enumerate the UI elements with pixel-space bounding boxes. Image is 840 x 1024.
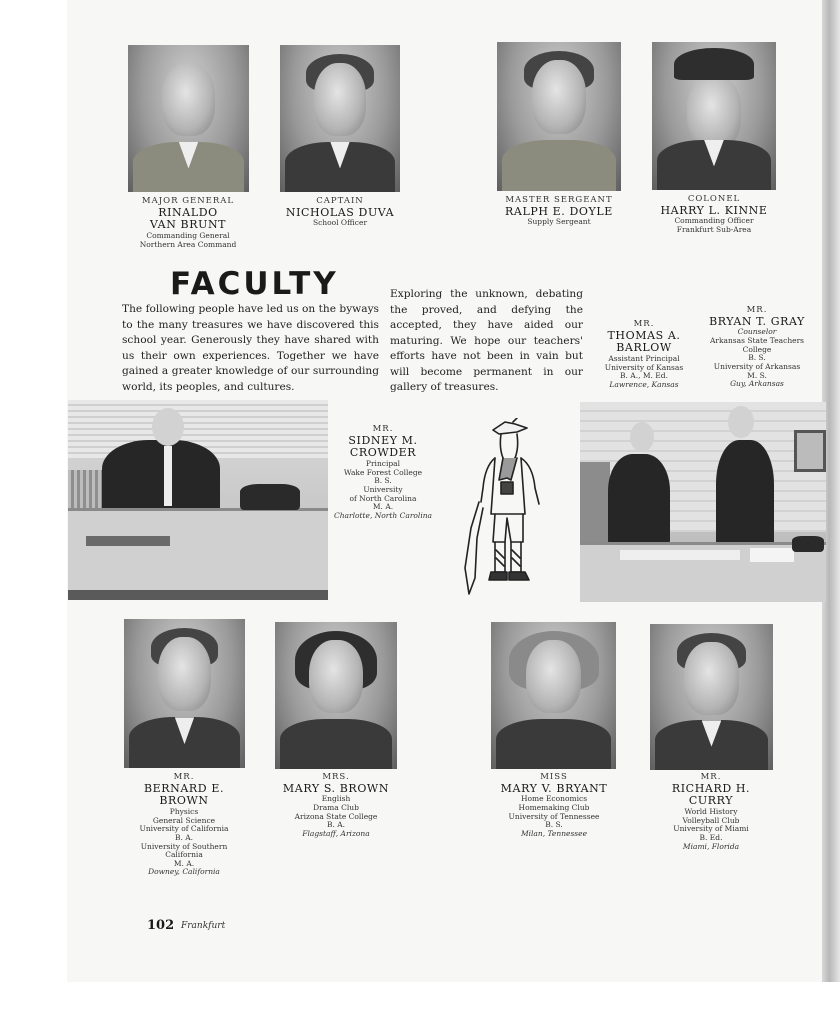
club: Volleyball Club xyxy=(682,815,740,825)
command: Northern Area Command xyxy=(139,239,237,249)
name-line: THOMAS A. xyxy=(607,328,681,342)
name-line: MARY S. BROWN xyxy=(282,781,390,795)
degree: B. S. xyxy=(545,820,563,830)
rank: CAPTAIN xyxy=(316,196,364,206)
rank: COLONEL xyxy=(687,194,741,204)
school: University of Tennessee xyxy=(508,811,600,821)
degree: M. S. xyxy=(747,370,767,380)
caption-bernard-brown xyxy=(114,773,254,877)
degree: B. S. xyxy=(748,353,766,363)
command: Frankfurt Sub-Area xyxy=(676,225,752,235)
hometown: Milan, Tennessee xyxy=(520,828,588,838)
caption-duva xyxy=(270,197,410,228)
footer-label: Frankfurt xyxy=(181,921,226,931)
position: School Officer xyxy=(312,218,368,228)
caption-gray xyxy=(698,306,816,389)
subject: Physics xyxy=(169,807,199,817)
portrait-kinne xyxy=(652,42,776,190)
name-line: RINALDO xyxy=(158,205,218,219)
name-line: BRYAN T. GRAY xyxy=(709,314,805,328)
hometown: Guy, Arkansas xyxy=(730,379,784,389)
hometown: Miami, Florida xyxy=(682,841,740,851)
hometown: Lawrence, Kansas xyxy=(609,379,679,389)
caption-barlow xyxy=(592,320,696,390)
portrait-van-brunt xyxy=(128,45,249,192)
hometown: Charlotte, North Carolina xyxy=(333,510,433,520)
name-line: RALPH E. DOYLE xyxy=(505,204,613,218)
position: Assistant Principal xyxy=(608,354,680,364)
degree: M. A. xyxy=(372,502,394,512)
name-line: RICHARD H. xyxy=(671,781,751,795)
title: MR. xyxy=(746,305,768,315)
school: University of Miami xyxy=(673,824,749,834)
name-line: NICHOLAS DUVA xyxy=(285,205,395,219)
portrait-bernard-brown xyxy=(124,619,245,768)
caption-kinne xyxy=(640,195,788,235)
subject: General Science xyxy=(152,815,216,825)
name-line: BROWN xyxy=(159,794,209,808)
bavarian-figure-drawing xyxy=(455,418,555,602)
intro-paragraph-2: Exploring the unknown, debating the proved, and defying the accepted, they have aided our maturing. We hope our teachers' efforts have not been in vain but will become permanent in our gallery of treasures. xyxy=(390,288,583,393)
page-number: 102 xyxy=(147,918,175,933)
club: Homemaking Club xyxy=(518,803,590,813)
portrait-doyle xyxy=(497,42,621,191)
caption-mary-v-bryant xyxy=(484,773,624,839)
school: Arizona State College xyxy=(294,811,378,821)
degree: B. S. xyxy=(374,476,392,486)
subject: World History xyxy=(684,807,738,817)
name-line: CURRY xyxy=(688,794,734,808)
school: University of Kansas xyxy=(604,362,684,372)
school: University of California xyxy=(139,824,229,834)
school: Arkansas State Teachers xyxy=(709,336,805,346)
portrait-duva xyxy=(280,45,400,192)
intro-paragraph-1: The following people have led us on the byways to the many treasures we have discovered this school year. Generously they have shared with us their own experiences. Together we have gained a greater knowledge of our surrounding world, its peoples, and cultures. xyxy=(122,303,379,393)
name-line: HARRY L. KINNE xyxy=(660,203,768,217)
name-line: VAN BRUNT xyxy=(149,218,227,232)
school: University xyxy=(363,484,403,494)
portrait-richard-curry xyxy=(650,624,773,770)
hometown: Downey, California xyxy=(148,867,220,877)
rank: MAJOR GENERAL xyxy=(141,196,235,206)
caption-mary-s-brown xyxy=(266,773,406,839)
degree: B. Ed. xyxy=(699,832,723,842)
rank: MASTER SERGEANT xyxy=(505,195,613,205)
degree: B. A. xyxy=(174,832,194,842)
position: Commanding Officer xyxy=(674,216,754,226)
degree: M. A. xyxy=(173,858,195,868)
degree: B. A., M. Ed. xyxy=(620,371,668,381)
position: Supply Sergeant xyxy=(527,217,591,227)
school: University of Southern xyxy=(140,841,228,851)
title: MRS. xyxy=(322,772,350,782)
title: MR. xyxy=(700,772,722,782)
caption-van-brunt xyxy=(118,197,258,249)
school: Wake Forest College xyxy=(343,467,423,477)
caption-crowder xyxy=(330,425,436,520)
hometown: Flagstaff, Arizona xyxy=(302,828,370,838)
page-title: FACULTY xyxy=(170,266,339,302)
club: Drama Club xyxy=(313,803,359,813)
title: MR. xyxy=(173,772,195,782)
title: MR. xyxy=(372,424,394,434)
degree: B. A. xyxy=(326,820,346,830)
portrait-mary-s-brown xyxy=(275,622,397,769)
position: Commanding General xyxy=(146,231,230,241)
subject: English xyxy=(321,794,351,804)
caption-doyle xyxy=(485,196,633,227)
school: California xyxy=(165,850,203,860)
name-line: MARY V. BRYANT xyxy=(500,781,608,795)
school: College xyxy=(742,344,772,354)
name-line: SIDNEY M. xyxy=(348,433,418,447)
photo-crowder-desk xyxy=(68,400,328,600)
position: Counselor xyxy=(737,327,777,337)
photo-office-conversation xyxy=(580,402,826,602)
caption-richard-curry xyxy=(641,773,781,851)
portrait-mary-v-bryant xyxy=(491,622,616,769)
school: of North Carolina xyxy=(349,493,417,503)
title: MR. xyxy=(633,319,655,329)
title: MISS xyxy=(540,772,568,782)
name-line: BARLOW xyxy=(616,341,672,355)
name-line: BERNARD E. xyxy=(143,781,225,795)
subject: Home Economics xyxy=(520,794,588,804)
position: Principal xyxy=(365,459,401,469)
school: University of Arkansas xyxy=(713,361,801,371)
name-line: CROWDER xyxy=(349,446,417,460)
